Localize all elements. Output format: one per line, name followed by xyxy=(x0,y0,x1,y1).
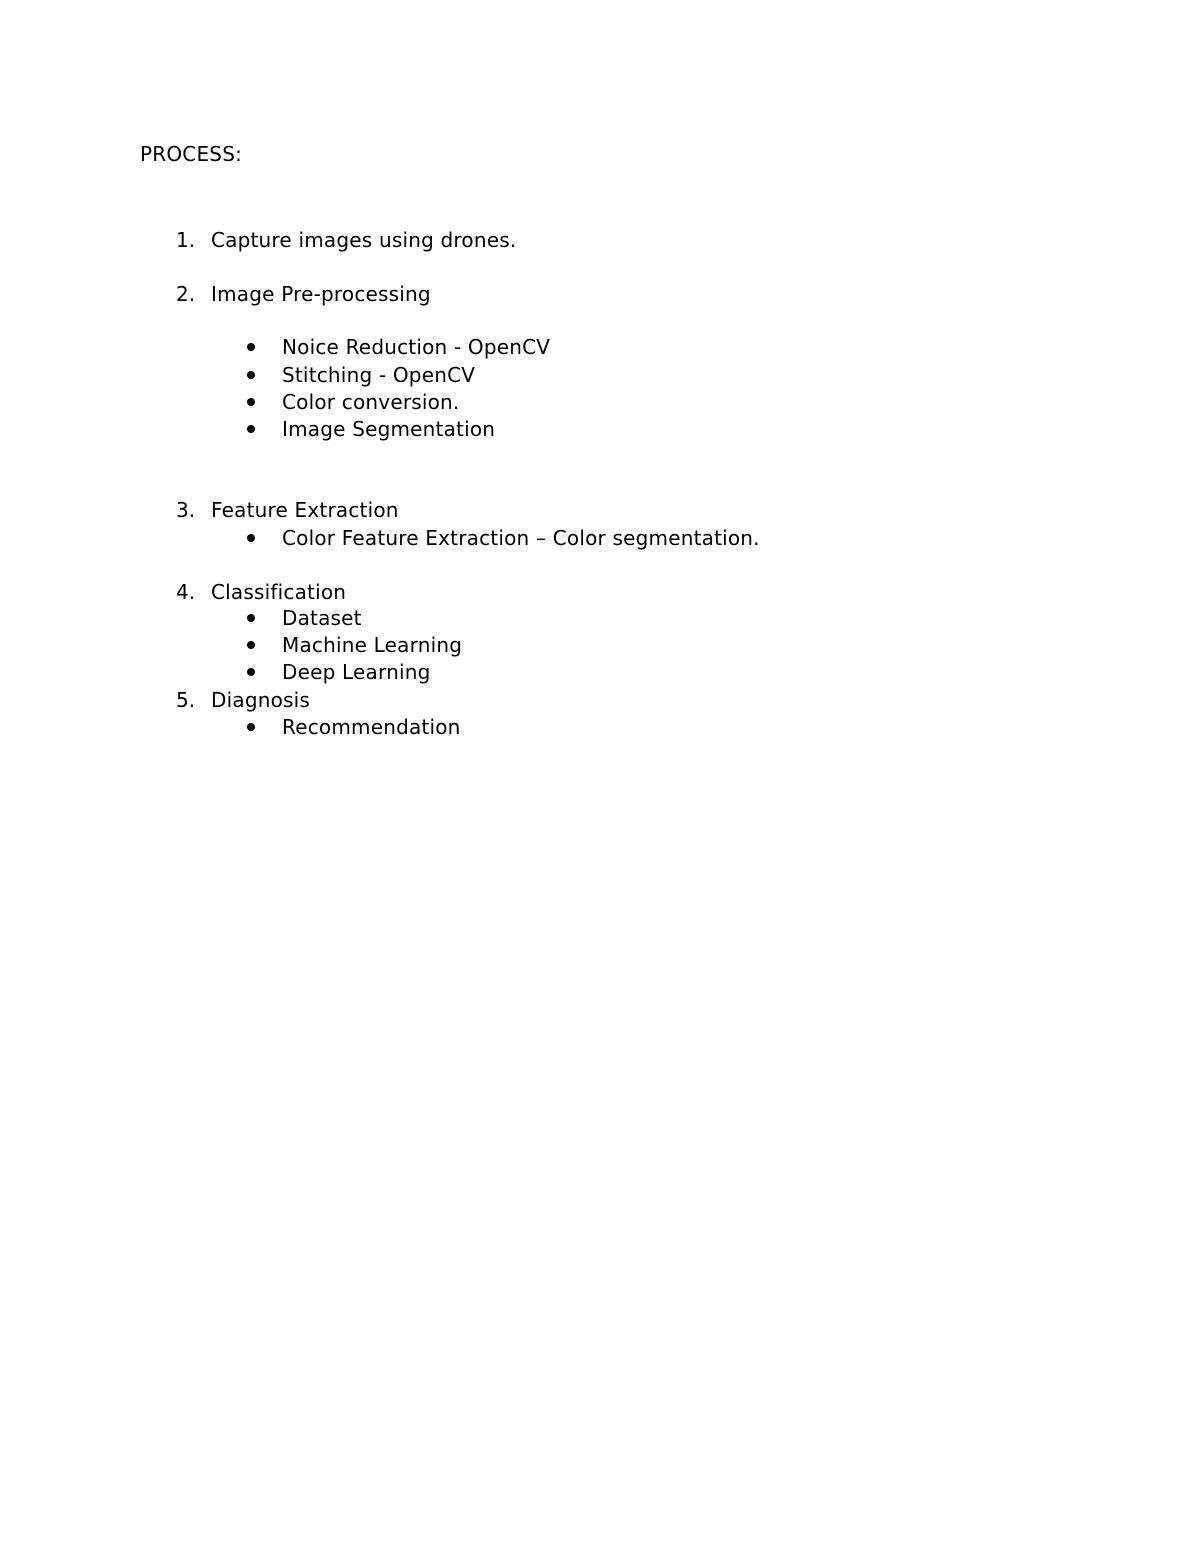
sub-item: Machine Learning xyxy=(282,633,463,657)
bullet-icon xyxy=(247,371,255,379)
bullet-icon xyxy=(247,425,255,433)
sub-item: Noice Reduction - OpenCV xyxy=(282,335,551,359)
step-label: Image Pre-processing xyxy=(211,282,431,306)
bullet-icon xyxy=(247,398,255,406)
step-number: 5. xyxy=(176,688,196,712)
bullet-icon xyxy=(247,641,255,649)
sub-item: Deep Learning xyxy=(282,660,431,684)
sub-item: Recommendation xyxy=(282,715,461,739)
sub-item: Stitching - OpenCV xyxy=(282,363,476,387)
bullet-icon xyxy=(247,614,255,622)
bullet-icon xyxy=(247,668,255,676)
step-number: 2. xyxy=(176,282,196,306)
bullet-icon xyxy=(247,343,255,351)
step-label: Diagnosis xyxy=(211,688,311,712)
step-label: Classification xyxy=(211,580,347,604)
sub-item: Color conversion. xyxy=(282,390,460,414)
bullet-icon xyxy=(247,534,255,542)
step-number: 3. xyxy=(176,498,196,522)
step-number: 1. xyxy=(176,228,196,252)
step-number: 4. xyxy=(176,580,196,604)
sub-item: Color Feature Extraction – Color segmentation. xyxy=(282,526,760,550)
sub-item: Image Segmentation xyxy=(282,417,496,441)
step-label: Feature Extraction xyxy=(211,498,399,522)
sub-item: Dataset xyxy=(282,606,362,630)
page-heading: PROCESS: xyxy=(140,142,243,166)
step-label: Capture images using drones. xyxy=(211,228,517,252)
bullet-icon xyxy=(247,723,255,731)
